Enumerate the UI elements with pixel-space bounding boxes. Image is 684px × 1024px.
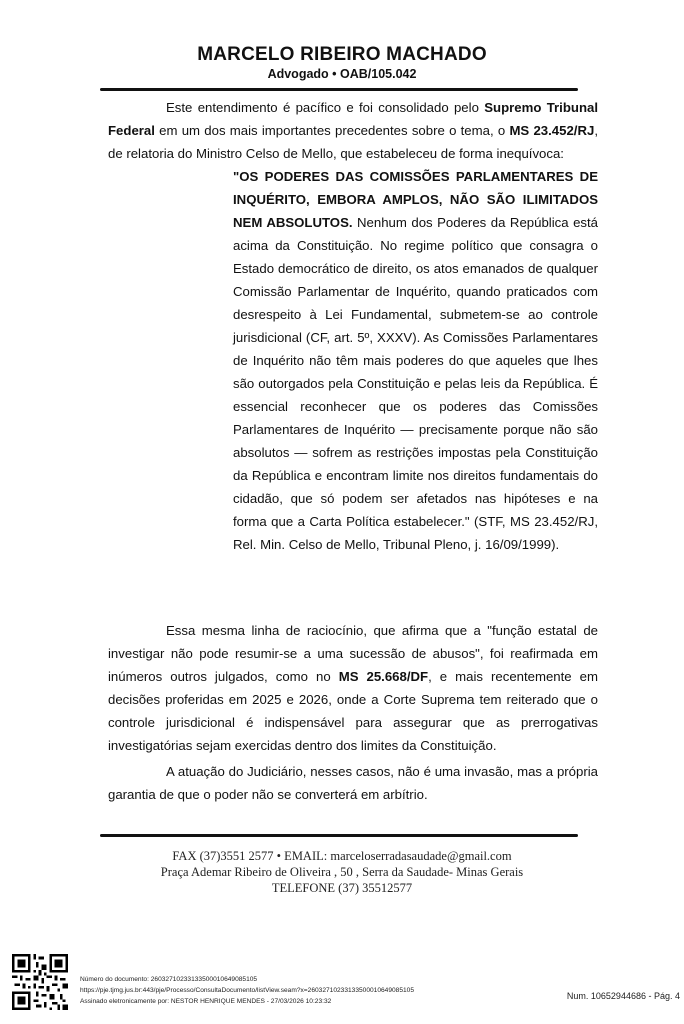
footer-phone: TELEFONE (37) 35512577 xyxy=(271,881,413,895)
footer-address: Praça Ademar Ribeiro de Oliveira , 50 , Serra da Saudade- Minas Gerais xyxy=(160,865,524,879)
block-quote xyxy=(233,165,598,556)
document-metadata xyxy=(80,974,414,1007)
header-rule xyxy=(100,88,578,91)
p1-text-b: em um dos mais importantes precedentes sobre o tema, o xyxy=(154,123,510,138)
lawyer-name: MARCELO RIBEIRO MACHADO xyxy=(197,44,487,65)
qr-code-icon xyxy=(12,954,68,1010)
doc-number: Número do documento: 26032710233133500010649085105 xyxy=(80,976,258,983)
doc-url[interactable]: https://pje.tjmg.jus.br:443/pje/Processo/ConsultaDocumento/listView.seam?x=26032710233133500010649085105 xyxy=(80,987,415,994)
page-number: Num. 10652944686 - Pág. 4 xyxy=(566,991,680,1001)
paragraph-3 xyxy=(108,760,598,806)
footer-contact xyxy=(0,848,684,896)
quote-text: Nenhum dos Poderes da República está acima da Constituição. No regime político que consagra o Estado democrático de direito, os atos emanados de qualquer Comissão Parlamentar de Inquérito, quando praticados com desrespeito à Lei Fundamental, submetem-se ao controle jurisdicional (CF, art. 5º, XXXV). As Comissões Parlamentares de Inquérito não têm mais poderes do que aqueles que lhes são outorgados pela Constituição e pelas leis da República. É essencial reconhecer que os poderes das Comissões Parlamentares de Inquérito — precisamente porque não são absolutos — sofrem as restrições impostas pela Constituição da República e encontram limite nos direitos fundamentais do cidadão, que só podem ser afetados nas hipóteses e na forma que a Carta Política estabelecer." (STF, MS 23.452/RJ, Rel. Min. Celso de Mello, Tribunal Pleno, j. 16/09/1999). xyxy=(233,215,598,552)
p1-text-a: Este entendimento é pacífico e foi consolidado pelo xyxy=(166,100,485,115)
paragraph-2 xyxy=(108,619,598,757)
signature-info: Assinado eletronicamente por: NESTOR HENRIQUE MENDES - 27/03/2026 10:23:32 xyxy=(80,998,332,1005)
p2-text-a: Essa mesma linha de raciocínio, que afirma que a "função estatal de investigar não pode resumir-se a uma sucessão de abusos", foi reafirmada em inúmeros outros julgados, como no xyxy=(108,623,598,684)
p1-bold-court: Supremo Tribunal Federal xyxy=(108,100,598,138)
footer-fax-email: FAX (37)3551 2577 • EMAIL: marceloserradasaudade@gmail.com xyxy=(172,849,512,863)
p1-text-c: , de relatoria do Ministro Celso de Mello, que estabeleceu de forma inequívoca: xyxy=(108,123,598,161)
p2-bold-ms: MS 25.668/DF xyxy=(338,669,429,684)
p3-text: A atuação do Judiciário, nesses casos, não é uma invasão, mas a própria garantia de que o poder não se converterá em arbítrio. xyxy=(108,764,598,802)
p1-bold-ms: MS 23.452/RJ xyxy=(509,123,595,138)
lawyer-subtitle: Advogado • OAB/105.042 xyxy=(267,67,417,81)
footer-rule xyxy=(100,834,578,837)
letterhead xyxy=(0,44,684,81)
quote-bold: "OS PODERES DAS COMISSÕES PARLAMENTARES DE INQUÉRITO, EMBORA AMPLOS, NÃO SÃO ILIMITADOS NEM ABSOLUTOS. xyxy=(233,169,598,230)
paragraph-1 xyxy=(108,96,598,165)
p2-text-b: , e mais recentemente em decisões proferidas em 2025 e 2026, onde a Corte Suprema tem reiterado que o controle jurisdicional é indispensável para assegurar que as prerrogativas investigatórias sejam exercidas dentro dos limites da Constituição. xyxy=(108,669,598,753)
